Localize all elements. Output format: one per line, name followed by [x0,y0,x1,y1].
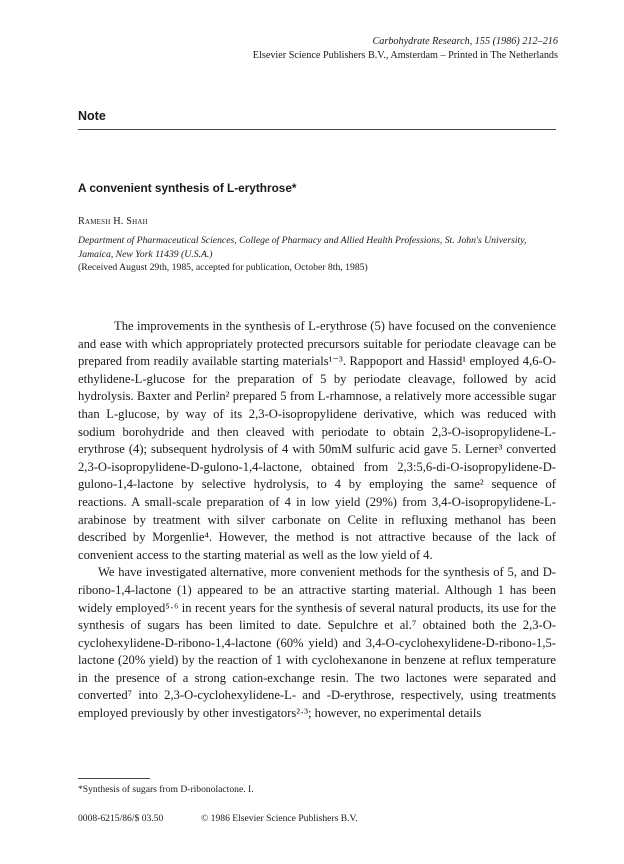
copyright-notice: © 1986 Elsevier Science Publishers B.V. [201,813,358,824]
body-paragraph: The improvements in the synthesis of L-erythrose (5) have focused on the convenience and ease with which appropriately protected precursors suitable for periodate cleavage can be prepared from readily available starting materials¹⁻³. Rappoport and Hassid¹ employed 4,6-O-ethylidene-L-glucose for the preparation of 5 by periodate cleavage, followed by acid hydrolysis. Baxter and Perlin² prepared 5 from L-rhamnose, a relatively more accessible sugar than L-glucose, by way of its 2,3-O-isopropylidene derivative, which was reduced with sodium borohydride and then cleaved with periodate to obtain 2,3-O-isopropylidene-L-erythrose (4); subsequent hydrolysis of 4 with 50mM sulfuric acid gave 5. Lerner³ converted 2,3-O-isopropylidene-D-gulono-1,4-lactone, obtained from 2,3:5,6-di-O-isopropylidene-D-gulono-1,4-lactone by selective hydrolysis, to 4 by employing the same² sequence of reactions. A small-scale preparation of 4 in low yield (29%) from 3,4-O-isopropylidene-L-arabinose by treatment with silver carbonate on Celite in refluxing methanol has been described by Morgenlie⁴. However, the method is not attractive because of the lack of convenient access to the starting material as well as the low yield of 4. [78,319,556,562]
article-body [78,318,556,723]
section-label: Note [78,109,106,123]
header-divider [78,129,556,130]
footnote: *Synthesis of sugars from D-ribonolactone. I. [78,784,254,795]
author-affiliation: Department of Pharmaceutical Sciences, College of Pharmacy and Allied Health Professions, St. John's University, Jamaica, New York 11439 (U.S.A.) [78,235,527,260]
issn-price: 0008-6215/86/$ 03.50 [78,813,164,824]
body-paragraph: We have investigated alternative, more convenient methods for the synthesis of 5, and D-ribono-1,4-lactone (1) appeared to be an attractive starting material. Although 1 has been widely employed⁵·⁶ in recent years for the synthesis of several natural products, its use for the synthesis of sugars has been limited to date. Sepulchre et al.⁷ obtained both the 2,3-O-cyclohexylidene-D-ribono-1,4-lactone (60% yield) and 3,4-O-cyclohexylidene-D-ribono-1,5-lactone (20% yield) by the reaction of 1 with cyclohexanone in benzene at reflux temperature in the presence of a strong cation-exchange resin. The two lactones were separated and converted⁷ into 2,3-O-cyclohexylidene-L- and -D-erythrose, respectively, using treatments employed previously by other investigators²·³; however, no experimental details [78,565,556,721]
footnote-divider [78,778,150,779]
article-title: A convenient synthesis of L-erythrose* [78,181,297,195]
journal-citation: Carbohydrate Research, 155 (1986) 212–216 [372,36,558,47]
author-name: Ramesh H. Shah [78,216,148,227]
running-header [253,35,558,63]
received-dates: (Received August 29th, 1985, accepted for publication, October 8th, 1985) [78,262,368,273]
publisher-line: Elsevier Science Publishers B.V., Amsterdam – Printed in The Netherlands [252,50,558,61]
